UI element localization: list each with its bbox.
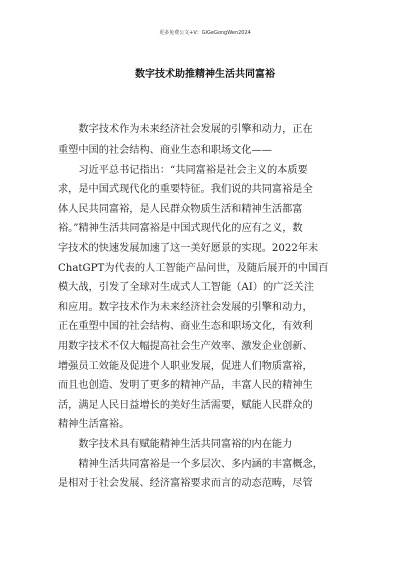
section-heading: 数字技术具有赋能精神生活共同富裕的内在能力 xyxy=(58,438,293,450)
body-line: 正在重塑中国的社会结构、商业生态和职场文化，有效利 xyxy=(58,321,313,333)
body-line: 数字技术作为未来经济社会发展的引擎和动力，正在 xyxy=(58,124,313,135)
body-line: 字技术的快速发展加速了这一美好愿景的实现。2022年末 xyxy=(58,242,319,254)
body-line: 增强员工效能及促进个人职业发展，促进人们物质富裕， xyxy=(58,360,313,372)
body-line: 和应用。数字技术作为未来经济社会发展的引擎和动力， xyxy=(58,301,313,313)
body-line: 是相对于社会发展、经济富裕要求而言的动态范畴，尽管 xyxy=(58,478,313,490)
body-line: 裕。”精神生活共同富裕是中国式现代化的应有之义，数 xyxy=(58,223,303,235)
body-line: 精神生活富裕。 xyxy=(58,419,130,431)
body-line: 而且也创造、发明了更多的精神产品，丰富人民的精神生 xyxy=(58,380,313,392)
body-line: ChatGPT为代表的人工智能产品问世，及随后展开的中国百 xyxy=(58,262,329,274)
document-title: 数字技术助推精神生活共同富裕 xyxy=(135,69,275,80)
body-line: 习近平总书记指出：“共同富裕是社会主义的本质要 xyxy=(58,164,308,176)
body-line: 体人民共同富裕，是人民群众物质生活和精神生活都富 xyxy=(58,203,303,215)
body-line: 模大战，引发了全球对生成式人工智能（AI）的广泛关注 xyxy=(58,282,314,294)
body-line: 用数字技术不仅大幅提高社会生产效率、激发企业创新、 xyxy=(58,340,313,352)
body-line: 精神生活共同富裕是一个多层次、多内涵的丰富概念， xyxy=(58,458,323,470)
body-line: 活，满足人民日益增长的美好生活需要，赋能人民群众的 xyxy=(58,399,313,411)
header-note: 更多免费公文+V：GiGeGongWen2024 xyxy=(159,30,251,36)
document-body xyxy=(58,119,358,494)
body-line: 重塑中国的社会结构、商业生态和职场文化—— xyxy=(58,145,272,156)
body-line: 求，是中国式现代化的重要特征。我们说的共同富裕是全 xyxy=(58,184,313,196)
